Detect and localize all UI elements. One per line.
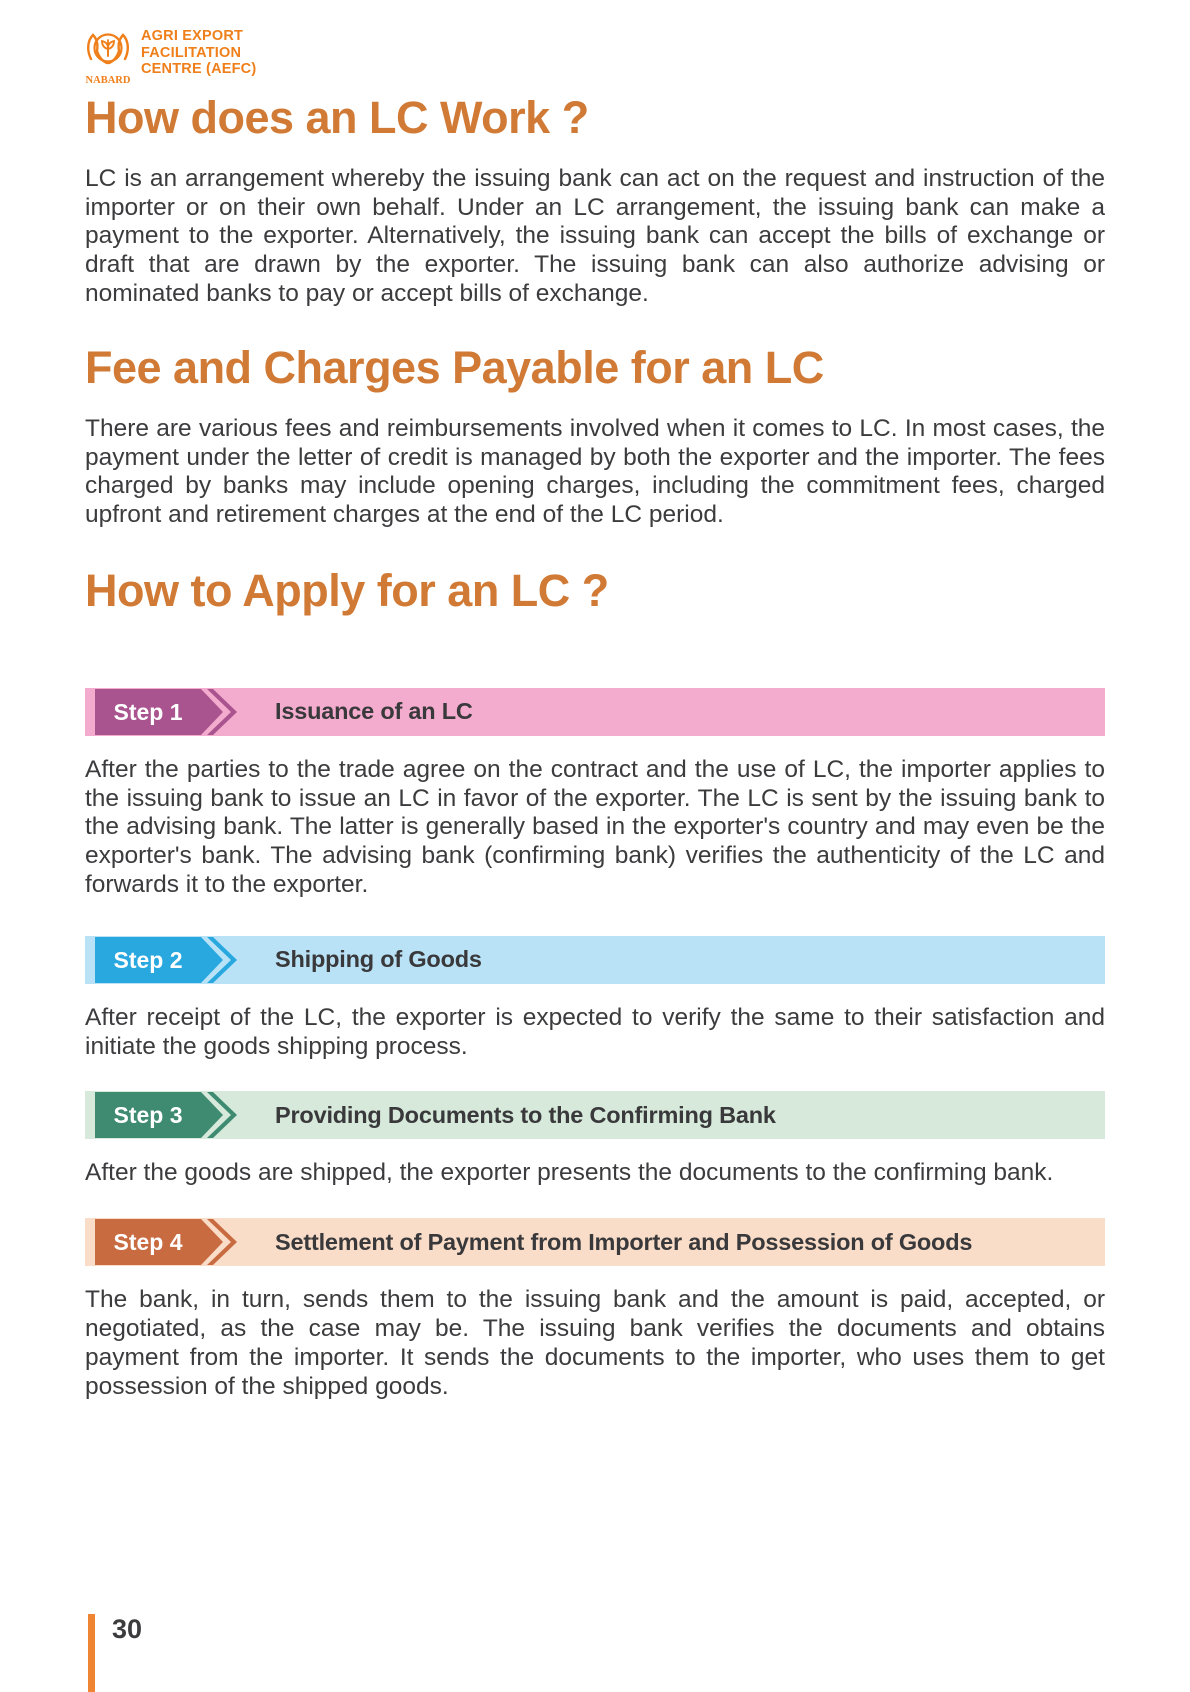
step-1-title: Issuance of an LC bbox=[275, 698, 473, 725]
step-4-badge bbox=[95, 1219, 245, 1265]
step-3-badge bbox=[95, 1092, 245, 1138]
footer-accent-bar bbox=[88, 1614, 95, 1692]
heading-how-lc-works: How does an LC Work ? bbox=[85, 92, 589, 143]
page-number: 30 bbox=[112, 1614, 143, 1644]
svg-text:Step 2: Step 2 bbox=[113, 946, 183, 973]
page-footer bbox=[88, 1614, 142, 1692]
step-2-banner bbox=[85, 936, 1105, 984]
step-3-banner bbox=[85, 1091, 1105, 1139]
nabard-logo-icon bbox=[85, 25, 131, 85]
step-4-title: Settlement of Payment from Importer and Possession of Goods bbox=[275, 1228, 973, 1255]
aefc-logo bbox=[85, 25, 1105, 87]
paragraph-how-lc-works: LC is an arrangement whereby the issuing bank can act on the request and instruction of the importer or on their own behalf. Under an LC arrangement, the issuing bank can make a payment to the exporter. Alternatively, the issuing bank can accept the bills of exchange or draft that are drawn by the exporter. The issuing bank can also authorize advising or nominated banks to pay or accept bills of exchange. bbox=[85, 164, 1105, 308]
step-4-banner bbox=[85, 1218, 1105, 1266]
step-3-paragraph: After the goods are shipped, the exporter presents the documents to the confirming bank. bbox=[85, 1159, 1054, 1187]
step-4-paragraph: The bank, in turn, sends them to the issuing bank and the amount is paid, accepted, or negotiated, as the case may be. The issuing bank verifies the documents and obtains payment from the importer. It sends the documents to the importer, who uses them to get possession of the shipped goods. bbox=[85, 1286, 1105, 1400]
logo-line-1: AGRI EXPORT bbox=[141, 28, 244, 44]
nabard-wordmark: NABARD bbox=[85, 75, 131, 85]
step-2-badge bbox=[95, 937, 245, 983]
paragraph-fees: There are various fees and reimbursements involved when it comes to LC. In most cases, the payment under the letter of credit is managed by both the exporter and the importer. The fees charged by banks may include opening charges, including the commitment fees, charged upfront and retirement charges at the end of the LC period. bbox=[85, 414, 1105, 529]
heading-fees: Fee and Charges Payable for an LC bbox=[85, 341, 824, 393]
logo-line-2: FACILITATION bbox=[141, 44, 242, 61]
logo-line-3: CENTRE (AEFC) bbox=[141, 61, 257, 77]
step-3-title: Providing Documents to the Confirming Bank bbox=[275, 1101, 776, 1128]
step-1-badge bbox=[95, 689, 245, 735]
heading-apply: How to Apply for an LC ? bbox=[85, 564, 609, 616]
step-2-paragraph: After receipt of the LC, the exporter is expected to verify the same to their satisfaction and initiate the goods shipping process. bbox=[85, 1003, 1105, 1060]
svg-text:Step 1: Step 1 bbox=[113, 698, 183, 725]
step-1-paragraph: After the parties to the trade agree on the contract and the use of LC, the importer applies to the issuing bank to issue an LC in favor of the exporter. The LC is sent by the issuing bank to the advising bank. The latter is generally based in the exporter's country and may even be the exporter's bank. The advising bank (confirming bank) verifies the authenticity of the LC and forwards it to the exporter. bbox=[85, 755, 1105, 899]
svg-text:Step 3: Step 3 bbox=[113, 1102, 183, 1129]
step-1-banner bbox=[85, 688, 1105, 736]
step-2-title: Shipping of Goods bbox=[275, 946, 482, 973]
svg-text:Step 4: Step 4 bbox=[113, 1229, 183, 1256]
logo-title bbox=[141, 25, 256, 78]
